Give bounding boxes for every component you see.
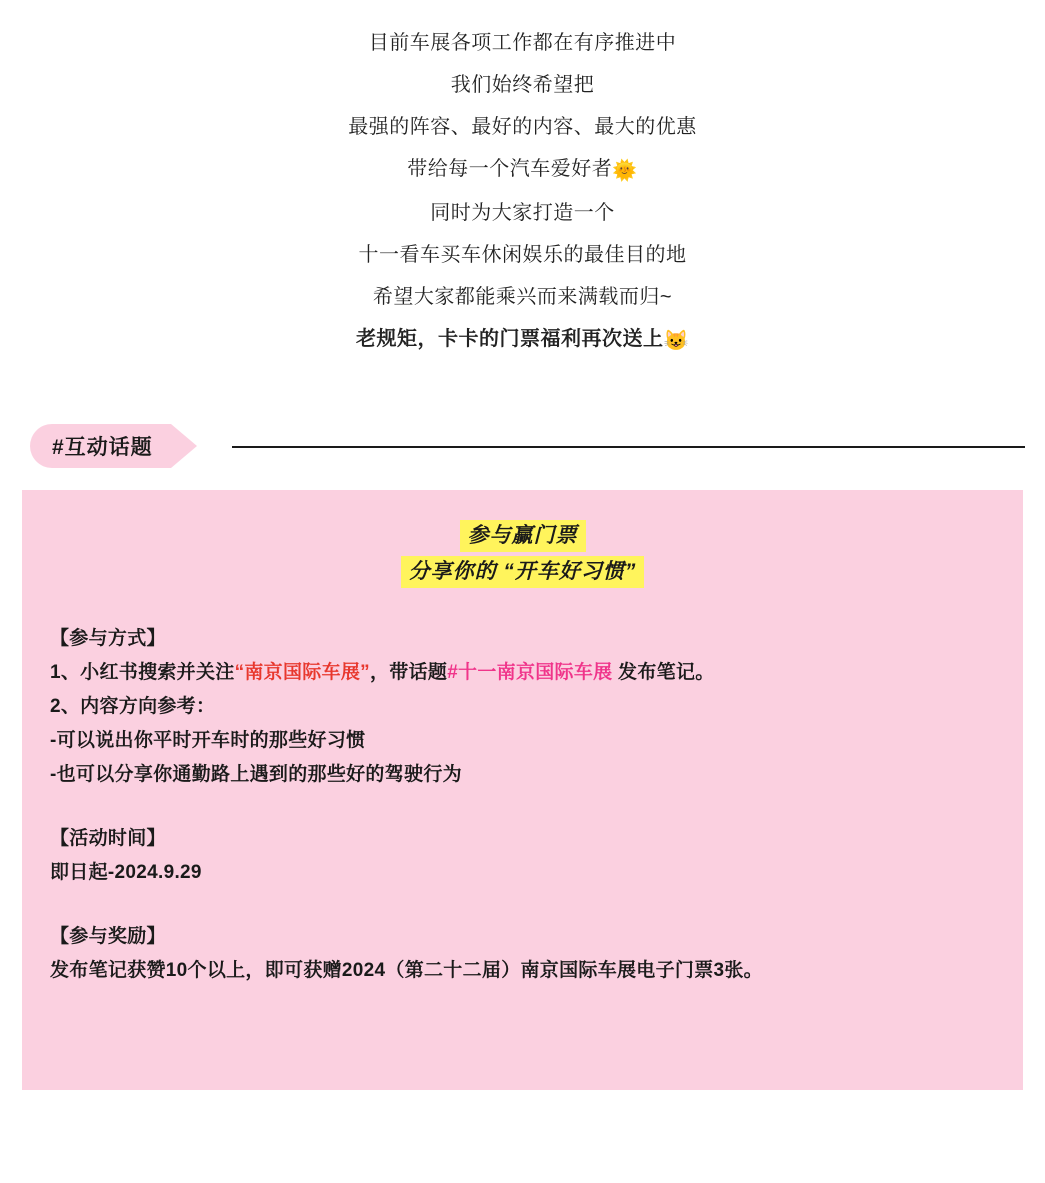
intro-line — [0, 318, 1045, 362]
section-header — [0, 424, 1045, 470]
activity-title-line1: 参与赢门票 — [460, 520, 586, 552]
activity-title-line1-wrap — [50, 520, 995, 552]
step1-part-2: ，带话题 — [369, 662, 448, 683]
intro-line-text: 老规矩，卡卡的门票福利再次送上 — [356, 328, 664, 350]
activity-title-line2-wrap — [50, 552, 995, 588]
intro-line — [0, 148, 1045, 192]
intro-line — [0, 106, 1045, 148]
intro-line-text: 希望大家都能乘兴而来满载而归~ — [372, 286, 673, 308]
intro-line-text: 带给每一个汽车爱好者 — [407, 158, 613, 180]
intro-paragraph — [0, 0, 1045, 362]
block-spacer — [50, 792, 995, 822]
intro-line-text: 我们始终希望把 — [450, 74, 595, 96]
participation-step-1 — [50, 656, 995, 690]
participation-bullet-1: -可以说出你平时开车时的那些好习惯 — [50, 730, 366, 751]
block-spacer — [50, 890, 995, 920]
step1-keyword-search: “南京国际车展” — [234, 662, 370, 683]
activity-reward-heading: 【参与奖励】 — [50, 926, 166, 947]
step1-hashtag[interactable]: #十一南京国际车展 — [447, 662, 613, 683]
intro-line — [0, 192, 1045, 234]
intro-line — [0, 64, 1045, 106]
step1-part-3: 发布笔记。 — [612, 662, 715, 683]
activity-reward-value: 发布笔记获赞10个以上，即可获赠2024（第二十二届）南京国际车展电子门票3张。 — [50, 960, 763, 981]
cat-emoji-icon: 😺 — [663, 330, 689, 352]
participation-step-2: 2、内容方向参考： — [50, 696, 216, 717]
intro-line-text: 同时为大家打造一个 — [430, 202, 615, 224]
intro-line — [0, 234, 1045, 276]
intro-line-text: 十一看车买车休闲娱乐的最佳目的地 — [358, 244, 687, 266]
activity-title-group — [50, 520, 995, 588]
section-title: #互动话题 — [52, 436, 153, 459]
activity-card — [22, 490, 1023, 1090]
intro-line — [0, 22, 1045, 64]
sun-emoji-icon: 🌞 — [612, 160, 638, 182]
activity-time-value: 即日起-2024.9.29 — [50, 862, 202, 883]
section-ribbon-body — [30, 424, 171, 468]
activity-time-heading: 【活动时间】 — [50, 828, 166, 849]
intro-line-text: 最强的阵容、最好的内容、最大的优惠 — [348, 116, 697, 138]
step1-part-1: 1、小红书搜索并关注 — [50, 662, 235, 683]
section-divider — [232, 446, 1025, 448]
intro-line — [0, 276, 1045, 318]
section-ribbon — [30, 424, 171, 468]
activity-title-line2: 分享你的 “开车好习惯” — [401, 556, 645, 588]
participation-bullet-2: -也可以分享你通勤路上遇到的那些好的驾驶行为 — [50, 764, 462, 785]
intro-line-text: 目前车展各项工作都在有序推进中 — [368, 32, 677, 54]
participation-heading: 【参与方式】 — [50, 628, 166, 649]
